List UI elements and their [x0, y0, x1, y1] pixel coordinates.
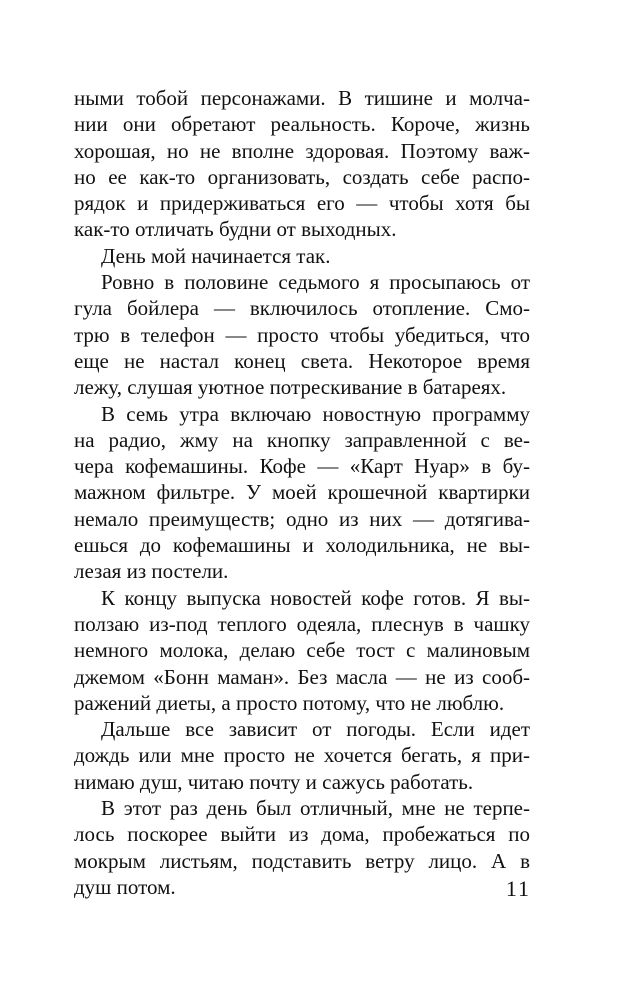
- text-line: рядок и придерживаться его — чтобы хотя бы: [74, 191, 530, 216]
- text-line: джемом «Бонн маман». Без масла — не из сооб-: [74, 664, 530, 689]
- text-line: лезая из постели.: [74, 559, 229, 584]
- text-line: как-то отличать будни от выходных.: [74, 217, 397, 242]
- text-line: гула бойлера — включилось отопление. Смо-: [74, 296, 530, 321]
- text-line: К концу выпуска новостей кофе готов. Я вы-: [101, 585, 530, 610]
- text-line: ешься до кофемашины и холодильника, не вы-: [74, 533, 530, 558]
- text-line: ными тобой персонажами. В тишине и молча-: [74, 86, 530, 110]
- text-line: Дальше все зависит от погоды. Если идет: [101, 717, 530, 742]
- text-line: День мой начинается так.: [101, 243, 331, 268]
- text-line: нии они обретают реальность. Короче, жизнь: [74, 112, 530, 137]
- text-line: чера кофемашины. Кофе — «Карт Нуар» в бу-: [74, 454, 530, 479]
- body-text: [74, 85, 530, 900]
- text-line: душ потом.: [74, 874, 176, 899]
- text-line: трю в телефон — просто чтобы убедиться, что: [74, 322, 530, 347]
- text-line: но ее как-то организовать, создать себе распо-: [74, 164, 530, 189]
- text-line: на радио, жму на кнопку заправленной с ве-: [74, 427, 530, 452]
- text-line: немало преимуществ; одно из них — дотягива-: [74, 506, 530, 531]
- text-line: мокрым листьям, подставить ветру лицо. А в: [74, 848, 530, 873]
- text-line: хорошая, но не вполне здоровая. Поэтому важ-: [74, 138, 530, 163]
- text-line: В семь утра включаю новостную программу: [101, 401, 530, 426]
- text-line: еще не настал конец света. Некоторое время: [74, 348, 530, 373]
- text-line: В этот раз день был отличный, мне не терпе-: [101, 796, 530, 821]
- text-line: дождь или мне просто не хочется бегать, я при-: [74, 743, 530, 768]
- text-line: ражений диеты, а просто потому, что не люблю.: [74, 690, 505, 715]
- text-line: нимаю душ, читаю почту и сажусь работать.: [74, 769, 474, 794]
- text-line: Ровно в половине седьмого я просыпаюсь от: [101, 270, 530, 295]
- text-line: ползаю из-под теплого одеяла, плеснув в чашку: [74, 611, 530, 636]
- text-line: лежу, слушая уютное потрескивание в батареях.: [74, 375, 507, 400]
- page-number: 11: [505, 876, 531, 901]
- text-line: лось поскорее выйти из дома, пробежаться по: [74, 822, 530, 847]
- text-line: мажном фильтре. У моей крошечной квартирки: [74, 480, 530, 505]
- text-line: немного молока, делаю себе тост с малиновым: [74, 638, 530, 663]
